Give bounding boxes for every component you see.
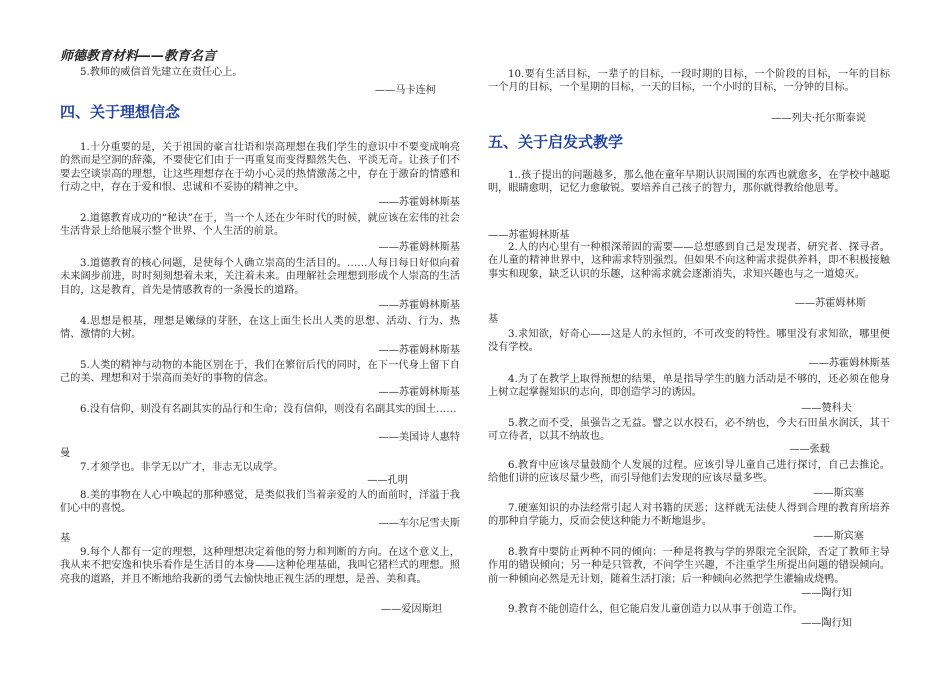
right-author-2: ——苏霍姆林斯 <box>794 298 866 309</box>
right-quote-5: 5.教之而不受，虽强告之无益。譬之以水投石，必不纳也，今夫石田虽水润沃，其干可立待者，以其不纳故也。 <box>488 418 890 443</box>
right-author-6: ——斯宾塞 <box>813 488 864 499</box>
left-quote-4: 4.思想是根基，理想是嫩绿的芽胚，在这上面生长出人类的思想、活动、行为、热情、激情的大树。 <box>60 316 460 341</box>
right-author-5: ——张载 <box>789 444 830 455</box>
left-author-2: ——苏霍姆林斯基 <box>378 242 460 253</box>
section-4-title: 四、关于理想信念 <box>60 103 181 121</box>
right-author-1: ——苏霍姆林斯基 <box>488 230 570 241</box>
left-quote-1: 1.十分重要的是，关于祖国的豪言壮语和崇高理想在我们学生的意识中不要变成响亮的然而是空洞的辞藻，不要使它们由于一再重复而变得黯然失色、平淡无奇。让孩子们不要去空谈崇高的理想，让这些理想存在于幼小心灵的热情激荡之中，存在于激奋的情感和行动之中，存在于爱和恨、忠诚和不妥协的精神之中。 <box>60 142 460 194</box>
right-author-10: ——列夫·托尔斯泰说 <box>771 113 866 124</box>
left-author-4: ——苏霍姆林斯基 <box>378 345 460 356</box>
page-header: 师德教育材料——教育名言 <box>60 49 217 64</box>
right-author-7: ——斯宾塞 <box>813 531 864 542</box>
left-author-1: ——苏霍姆林斯基 <box>378 197 460 208</box>
right-author-2-cont: 基 <box>488 314 499 325</box>
section-5-title: 五、关于启发式教学 <box>488 133 624 151</box>
right-quote-6: 6.教育中应该尽量鼓励个人发展的过程。应该引导儿童自己进行探讨，自己去推论。给他们讲的应该尽量少些，而引导他们去发现的应该尽量多些。 <box>488 460 890 485</box>
right-author-3: ——苏霍姆林斯基 <box>808 358 890 369</box>
left-quote-8: 8.美的事物在人心中唤起的那种感觉，是类似我们当着亲爱的人的面前时，洋溢于我们心中的喜悦。 <box>60 490 460 515</box>
right-quote-3: 3.求知欲，好奇心——这是人的永恒的，不可改变的特性。哪里没有求知欲，哪里便没有学校。 <box>488 329 890 354</box>
left-author-9: ——爱因斯坦 <box>380 604 442 615</box>
left-quote-2: 2.道德教育成功的“秘诀”在于，当一个人还在少年时代的时候，就应该在宏伟的社会生活背景上给他展示整个世界、个人生活的前景。 <box>60 213 460 238</box>
left-author-5: ——苏霍姆林斯基 <box>378 387 460 398</box>
left-prev-quote-5: 5.教师的威信首先建立在责任心上。 <box>80 67 243 78</box>
left-quote-3: 3.道德教育的核心问题，是使每个人确立崇高的生活目的。……人每日每日好似向着未来阔步前进，时时刻刻想着未来，关注着未来。由理解社会理想到形成个人崇高的生活目的，这是教育，首先是情感教育的一条漫长的道路。 <box>60 258 460 296</box>
left-quote-5: 5.人类的精神与动物的本能区别在于，我们在繁衍后代的同时，在下一代身上留下自己的美、理想和对于崇高而美好的事物的信念。 <box>60 360 460 385</box>
right-quote-8: 8.教育中要防止两种不同的倾向：一种是将教与学的界限完全泯除，否定了教师主导作用的错误倾向；另一种是只管教，不问学生兴趣，不注重学生所提出问题的错误倾向。前一种倾向必然是无计划，随着生活打滚；后一种倾向必然把学生灌输成烧鸭。 <box>488 547 890 585</box>
left-author-8-cont: 基 <box>60 533 71 544</box>
right-quote-1: 1..孩子提出的问题越多，那么他在童年早期认识周围的东西也就愈多，在学校中越聪明，眼睛愈明，记忆力愈敏锐。要培养自己孩子的智力，那你就得教给他思考。 <box>488 170 890 195</box>
right-author-4: ——赞科夫 <box>801 403 852 414</box>
left-author-7: ——孔明 <box>367 475 408 486</box>
right-author-8: ——陶行知 <box>801 588 852 599</box>
right-author-9: ——陶行知 <box>801 618 852 629</box>
left-quote-6: 6.没有信仰，则没有名副其实的品行和生命；没有信仰，则没有名副其实的国土…… <box>80 404 457 415</box>
right-quote-2: 2.人的内心里有一种根深蒂固的需要——总想感到自己是发现者、研究者、探寻者。在儿童的精神世界中，这种需求特别强烈。但如果不向这种需求提供养料，即不积极接触事实和现象，缺乏认识的乐趣，这种需求就会逐渐消失，求知兴趣也与之一道熄灭。 <box>488 242 890 280</box>
right-quote-7: 7.硬塞知识的办法经常引起人对书籍的厌恶；这样就无法使人得到合理的教育所培养的那种自学能力，反而会使这种能力不断地退步。 <box>488 503 890 528</box>
left-author-8: ——车尔尼雪夫斯 <box>378 518 460 529</box>
left-author-6-cont: 曼 <box>60 448 71 459</box>
right-quote-9: 9.教育不能创造什么，但它能启发儿童创造力以从事于创造工作。 <box>508 604 803 615</box>
right-quote-4: 4.为了在教学上取得预想的结果，单是指导学生的脑力活动是不够的，还必须在他身上树立起掌握知识的志向，即创造学习的诱因。 <box>488 374 890 399</box>
left-quote-9: 9.每个人都有一定的理想，这种理想决定着他的努力和判断的方向。在这个意义上，我从来不把安逸和快乐看作是生活目的本身——这种伦理基础，我叫它猪栏式的理想。照亮我的道路，并且不断地给我新的勇气去愉快地正视生活的理想，是善、美和真。 <box>60 547 460 585</box>
left-prev-author-5: ——马卡连柯 <box>374 85 436 96</box>
left-quote-7: 7.才须学也。非学无以广才，非志无以成学。 <box>80 462 284 473</box>
left-author-6: ——美国诗人惠特 <box>378 432 460 443</box>
left-author-3: ——苏霍姆林斯基 <box>378 300 460 311</box>
right-quote-10: 10.要有生活目标，一辈子的目标，一段时期的目标，一个阶段的目标，一年的目标一个月的目标，一个星期的目标，一天的目标，一个小时的目标，一分钟的目标。 <box>488 69 890 94</box>
